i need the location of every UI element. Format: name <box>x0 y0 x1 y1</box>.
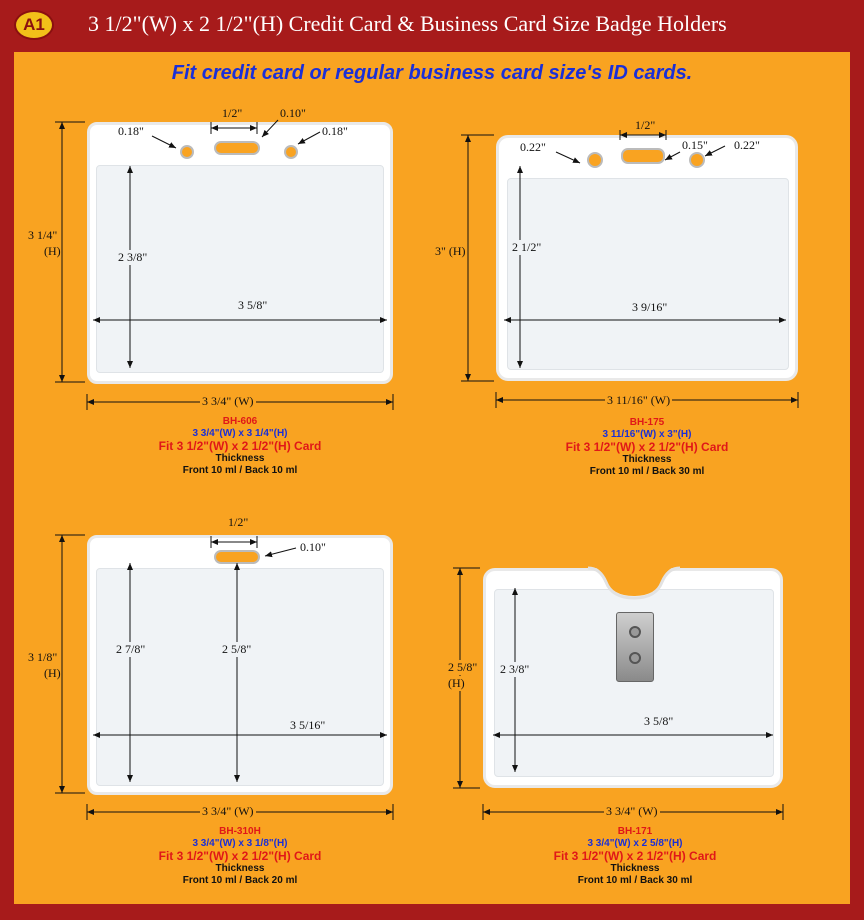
card-fit: Fit 3 1/2"(W) x 2 1/2"(H) Card <box>553 849 717 863</box>
outer-height-label: 3 1/4" <box>28 228 58 242</box>
thickness-value: Front 10 ml / Back 20 ml <box>182 874 298 886</box>
inner-width-label: 3 5/8" <box>238 298 268 312</box>
thickness-label: Thickness <box>215 863 265 874</box>
slot-width-label: 1/2" <box>222 106 243 120</box>
spec-bh-606 <box>140 416 340 476</box>
outer-width-label: 3 3/4" (W) <box>606 804 658 818</box>
model-number: BH-171 <box>617 826 653 837</box>
subtitle: Fit credit card or regular business card size's ID cards. <box>171 62 693 84</box>
inner-width-label: 3 9/16" <box>632 300 668 314</box>
outer-height-label: 3 1/8" <box>28 650 58 664</box>
a1-logo: A1 <box>14 10 54 40</box>
card-fit: Fit 3 1/2"(W) x 2 1/2"(H) Card <box>158 849 322 863</box>
outer-height-unit: (H) <box>44 666 61 680</box>
hole-label-right: 0.18" <box>322 124 348 138</box>
inner-width-label: 3 5/16" <box>290 718 326 732</box>
outer-height-unit: (H) <box>448 676 465 690</box>
thickness-label: Thickness <box>622 454 672 465</box>
model-number: BH-606 <box>222 416 258 427</box>
slot-height-label: 0.15" <box>682 138 708 152</box>
spec-bh-175 <box>547 417 747 477</box>
holder-dimensions: 3 3/4"(W) x 3 1/8"(H) <box>192 837 288 849</box>
holder-dimensions: 3 11/16"(W) x 3"(H) <box>602 428 692 440</box>
page-title: 3 1/2"(W) x 2 1/2"(H) Credit Card & Business Card Size Badge Holders <box>88 11 727 36</box>
inner-height-label: 2 5/8" <box>222 642 252 656</box>
outer-width-label: 3 3/4" (W) <box>202 804 254 818</box>
holder-dimensions: 3 3/4"(W) x 2 5/8"(H) <box>587 837 683 849</box>
holder-dimensions: 3 3/4"(W) x 3 1/4"(H) <box>192 427 288 439</box>
slot-width-label: 1/2" <box>635 118 656 132</box>
hole-label-right: 0.22" <box>734 138 760 152</box>
thickness-value: Front 10 ml / Back 10 ml <box>182 464 298 476</box>
hole-label-left: 0.22" <box>520 140 546 154</box>
outer-height-unit: (H) <box>44 244 61 258</box>
outer-width-label: 3 3/4" (W) <box>202 394 254 408</box>
inner-width-label: 3 5/8" <box>644 714 674 728</box>
hole-label-left: 0.18" <box>118 124 144 138</box>
slot-width-label: 1/2" <box>228 515 249 529</box>
slot-height-label: 0.10" <box>280 106 306 120</box>
slot-height-label: 0.10" <box>300 540 326 554</box>
model-number: BH-175 <box>629 417 665 428</box>
inner-height-label: 2 3/8" <box>500 662 530 676</box>
outer-width-label: 3 11/16" (W) <box>607 393 671 407</box>
card-fit: Fit 3 1/2"(W) x 2 1/2"(H) Card <box>158 439 322 453</box>
inner-height-label: 2 3/8" <box>118 250 148 264</box>
inner-height-label: 2 1/2" <box>512 240 542 254</box>
outer-height-label: 3" (H) <box>435 244 466 258</box>
thickness-label: Thickness <box>215 453 265 464</box>
thickness-value: Front 10 ml / Back 30 ml <box>577 874 693 886</box>
card-fit: Fit 3 1/2"(W) x 2 1/2"(H) Card <box>565 440 729 454</box>
thickness-label: Thickness <box>610 863 660 874</box>
outer-height-label: 2 5/8" <box>448 660 478 674</box>
inner-height-left-label: 2 7/8" <box>116 642 146 656</box>
spec-bh-171 <box>535 826 735 886</box>
spec-bh-310h <box>140 826 340 886</box>
thickness-value: Front 10 ml / Back 30 ml <box>589 465 705 477</box>
model-number: BH-310H <box>219 826 261 837</box>
